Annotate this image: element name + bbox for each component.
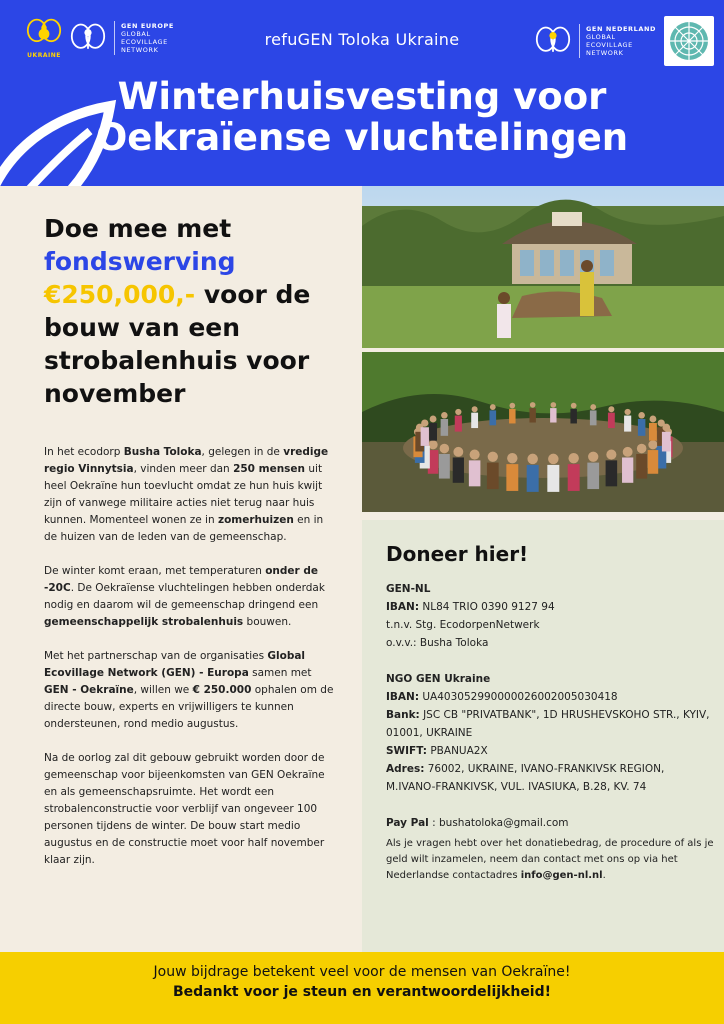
- divider: [579, 24, 580, 58]
- text-run: , willen we: [133, 684, 193, 696]
- text-run: . De Oekraïense vluchtelingen hebben onderdak nodig en daarom wil de gemeenschap dringend een: [44, 582, 325, 611]
- person-head: [527, 454, 537, 464]
- donate-title: Doneer hier!: [386, 542, 529, 566]
- main-title-line1: Winterhuisvesting voor: [117, 75, 607, 118]
- text-run: onder de -20C: [44, 565, 319, 594]
- person-head: [421, 419, 428, 426]
- person-figure: [509, 409, 515, 424]
- person-figure: [648, 450, 659, 474]
- left-column: [0, 186, 362, 952]
- person-figure: [638, 419, 645, 436]
- person-figure: [529, 408, 535, 422]
- gen-europe-line2: GLOBAL: [121, 29, 151, 38]
- gen-ua-iban-value[interactable]: UA403052990000026002005030418: [419, 691, 618, 703]
- person-head: [568, 453, 578, 463]
- person-head: [548, 454, 558, 464]
- person-head: [608, 406, 614, 412]
- gen-nl-iban: IBAN: NL84 TRIO 0390 9127 94: [386, 601, 555, 613]
- text-run: , gelegen in de: [201, 446, 284, 458]
- person-figure: [527, 465, 539, 492]
- person-head: [662, 424, 670, 432]
- gen-ua-address: Adres: 76002, UKRAINE, IVANO-FRANKIVSK REGION, M.IVANO-FRANKIVSK, VUL. IVASIUKA, B.28, KV. 74: [386, 763, 665, 793]
- gen-nl-butterfly-icon: [535, 23, 571, 59]
- person-figure: [453, 457, 464, 482]
- person-head: [530, 402, 536, 408]
- person-figure: [587, 463, 599, 489]
- person-head: [571, 403, 577, 409]
- text-run: bouwen.: [243, 616, 292, 628]
- person-figure: [469, 460, 481, 486]
- gen-europe-line1: GEN EUROPE: [121, 21, 174, 30]
- person-head: [637, 444, 647, 454]
- mandala-icon: [668, 20, 710, 62]
- person-figure: [550, 408, 556, 422]
- person-figure: [506, 464, 518, 491]
- text-run: uit heel Oekraïne hun toevlucht omdat ze hun huis kwijt zijn of vanwege militaire acties niet terug naar huis kunnen. Momenteel wonen ze in: [44, 463, 323, 526]
- person-head: [625, 409, 631, 415]
- gen-ua-bank: Bank: JSC CB "PRIVATBANK", 1D HRUSHEVSKOHO STR., KYIV, 01001, UKRAINE: [386, 709, 710, 739]
- person-figure: [439, 454, 450, 479]
- main-title-line2: Oekraïense vluchtelingen: [95, 116, 629, 159]
- text-run: samen met: [248, 667, 312, 679]
- text-run: ophalen om de directe bouw, experts en vrijwilligers te kunnen ondersteunen, rond medio augustus.: [44, 684, 334, 730]
- gen-ua-org: NGO GEN Ukraine: [386, 673, 491, 685]
- person-figure: [429, 423, 437, 441]
- person-figure: [421, 427, 429, 446]
- gen-nl-org: GEN-NL: [386, 583, 431, 595]
- person-head: [606, 450, 616, 460]
- mandala-logo: [664, 16, 714, 66]
- person-head: [590, 404, 596, 410]
- person-head: [509, 403, 515, 409]
- person-figure: [606, 460, 618, 486]
- person-head: [649, 416, 656, 423]
- gen-europe-line3: ECOVILLAGE: [121, 37, 168, 46]
- headline-part4: voor de bouw van een strobalenhuis voor november: [44, 280, 311, 408]
- person-figure: [547, 465, 559, 492]
- person-figure: [608, 413, 615, 428]
- person-figure: [622, 457, 633, 482]
- person-head: [638, 412, 645, 419]
- paypal-email[interactable]: : bushatoloka@gmail.com: [428, 817, 569, 829]
- gen-nl-iban-value[interactable]: NL84 TRIO 0390 9127 94: [419, 601, 555, 613]
- person-head: [507, 453, 517, 463]
- body-paragraph-3: [44, 648, 334, 733]
- text-run: € 250.000: [192, 684, 252, 696]
- photo-strawbale-house-image: [362, 186, 724, 348]
- header-banner: [0, 0, 724, 186]
- footer-line2: Bedankt voor je steun en verantwoordelijkheid!: [172, 984, 552, 1000]
- person-head: [441, 412, 448, 419]
- contact-email-link[interactable]: info@gen-nl.nl: [520, 870, 603, 881]
- person-head: [470, 450, 480, 460]
- photo-community-circle: [362, 352, 724, 512]
- gen-nederland-text: [579, 24, 656, 58]
- main-title: [0, 76, 724, 158]
- donate-box: [362, 520, 724, 952]
- body-paragraph-4: [44, 750, 334, 869]
- person-figure: [590, 410, 597, 425]
- gen-nl-line2: GLOBAL: [585, 33, 616, 41]
- header-center-title: refuGEN Toloka Ukraine: [264, 30, 460, 49]
- text-run: 250 mensen: [233, 463, 306, 475]
- person-figure: [441, 419, 448, 436]
- gen-europe-line4: NETWORK: [121, 45, 159, 54]
- footer-banner: [0, 952, 724, 1024]
- text-run: zomerhuizen: [217, 514, 294, 526]
- gen-nl-ovv: o.v.v.: Busha Toloka: [386, 637, 489, 649]
- body-text: [44, 444, 334, 886]
- person-figure: [455, 416, 462, 432]
- body-paragraph-1: [44, 444, 334, 546]
- body-paragraph-2: [44, 563, 334, 631]
- text-run: Busha Toloka: [123, 446, 202, 458]
- gen-ua-swift: SWIFT: PBANUA2X: [386, 745, 488, 757]
- person-figure: [570, 409, 576, 424]
- photo-community-circle-image: [362, 352, 724, 512]
- text-run: GEN - Oekraïne: [44, 684, 134, 696]
- donate-body: [386, 580, 716, 884]
- person-head: [488, 452, 498, 462]
- person-head: [623, 447, 633, 457]
- gen-nl-tnv: t.n.v. Stg. EcodorpenNetwerk: [386, 619, 540, 631]
- gen-ua-iban: IBAN: UA403052990000026002005030418: [386, 691, 618, 703]
- person-figure: [568, 464, 580, 491]
- person-figure: [636, 454, 647, 479]
- person-figure: [489, 410, 496, 425]
- text-run: In het ecodorp: [44, 446, 124, 458]
- person-head: [588, 452, 598, 462]
- logo-group-right: [535, 16, 714, 66]
- contact-text: Als je vragen hebt over het donatiebedrag, de procedure of als je geld wilt inzamelen, neem dan contact met ons op via het Nederlandse contactadres info@gen-nl.nl.: [386, 838, 714, 881]
- gen-nl-line4: NETWORK: [585, 49, 624, 57]
- text-run: De winter komt eraan, met temperaturen: [44, 565, 266, 577]
- gen-nl-line1: GEN NEDERLAND: [585, 25, 656, 33]
- person-head: [428, 440, 437, 449]
- person-figure: [662, 432, 671, 452]
- text-run: vredige regio Vinnytsia: [44, 446, 329, 475]
- person-head: [648, 440, 657, 449]
- headline-amount: €250,000,-: [44, 280, 196, 309]
- person-figure: [471, 413, 478, 428]
- headline-part1: Doe mee met: [44, 214, 232, 243]
- paypal-line: Pay Pal : bushatoloka@gmail.com: [386, 817, 569, 829]
- gen-nl-line3: ECOVILLAGE: [585, 41, 633, 49]
- photo-strawbale-house: [362, 186, 724, 348]
- person-head: [430, 416, 437, 423]
- text-run: , vinden meer dan: [133, 463, 234, 475]
- ukraine-logo-caption: UKRAINE: [27, 52, 61, 59]
- headline-part2: fondswerving: [44, 247, 236, 276]
- person-head: [455, 409, 461, 415]
- person-head: [453, 447, 463, 457]
- person-head: [490, 404, 496, 410]
- person-head: [551, 402, 557, 408]
- headline: [44, 212, 354, 410]
- person-figure: [487, 463, 499, 489]
- person-figure: [649, 423, 657, 441]
- footer-line1: Jouw bijdrage betekent veel voor de mensen van Oekraïne!: [153, 964, 571, 980]
- text-run: en in de huizen van de leden van de gemeenschap.: [44, 514, 324, 543]
- text-run: Global Ecovillage Network (GEN) - Europa: [44, 650, 306, 679]
- text-run: Na de oorlog zal dit gebouw gebruikt worden door de gemeenschap voor bijeenkomsten van GEN Oekraïne en als gemeenschapsruimte. Het wordt een strobalenconstructie voor verblijf van ongeveer 100 personen tijdens de winter. De bouw start medio augustus en de constructie moet voor half november klaar zijn.: [44, 752, 325, 866]
- person-head: [472, 406, 478, 412]
- person-head: [440, 444, 450, 454]
- text-run: Met het partnerschap van de organisaties: [44, 650, 268, 662]
- person-figure: [624, 416, 631, 432]
- text-run: gemeenschappelijk strobalenhuis: [44, 616, 244, 628]
